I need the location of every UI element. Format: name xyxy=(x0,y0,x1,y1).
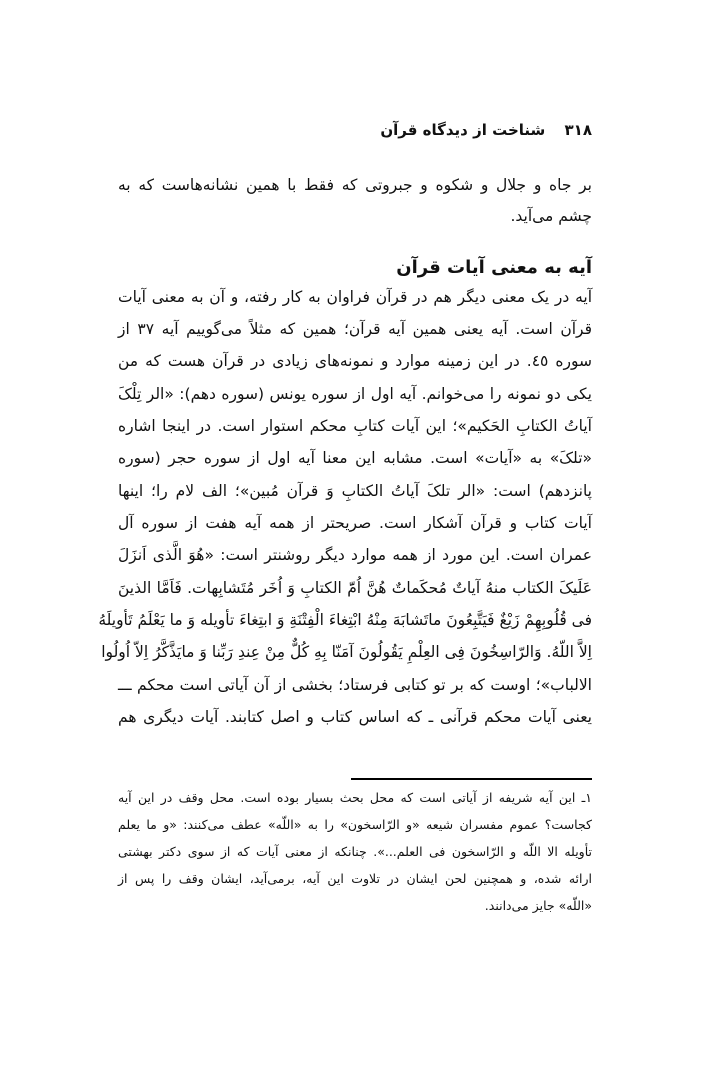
page-number: ۳۱۸ xyxy=(564,121,592,139)
footnote-line: ارائه شده، و همچنین لحن ایشان در تلاوت این آیه، برمی‌آید، ایشان وقف را پس از xyxy=(118,871,592,886)
footnote-line: «اللّه» جایز می‌دانند. xyxy=(484,898,592,913)
body-line: آیات کتاب و قرآن آشکار است. صریحتر از همه آیه هفت از سوره آل xyxy=(118,514,592,532)
body-line: عَلَیکَ الکتاب منهُ آیاتٌ مُحکَماتٌ هُنَّ اُمّ‌َ الکتابِ وَ اُخَر مُتَشابِهات. فَاَمَّا الذینَ xyxy=(118,579,592,597)
body-line: یکی دو نمونه را می‌خوانم. آیه اول از سوره یونس (سوره دهم): «الر تِلْکَ xyxy=(118,385,592,403)
intro-line: چشم می‌آید. xyxy=(510,207,592,225)
body-line: آیه در یک معنی دیگر هم در قرآن فراوان به کار رفته، و آن به معنی آیات xyxy=(118,288,592,306)
body-line: قرآن است. آیه یعنی همین آیه قرآن؛ همین که مثلاً می‌گوییم آیه ۳۷ از xyxy=(118,320,593,338)
footnote-line: کجاست؟ عموم مفسران شیعه «و الرّاسخون» را به «اللّه» عطف می‌کنند: «و ما یعلم xyxy=(118,817,592,832)
body-line: فی قُلُوبِهِمْ زَیْغٌ فَیَتَّبِعُونَ ماتَشابَهَ مِنْهُ ابْتِغاءَ الْفِتْنَةِ وَ ابتِغاءَ تأویله وَ ما یَعْلَمُ تَأویلَهُ xyxy=(98,611,592,629)
section-heading: آیه به معنی آیات قرآن xyxy=(396,257,592,278)
body-line: «تلکَ» به «آیات» است. مشابه این معنا آیه اول از سوره حجر (سوره xyxy=(118,449,592,467)
body-line: یعنی آیات محکم قرآنی ـ که اساس کتاب و اصل کتابند. آیات دیگری هم xyxy=(118,708,592,726)
intro-line: بر جاه و جلال و شکوه و جبروتی که فقط با همین نشانه‌هاست که به xyxy=(118,176,592,194)
book-title: شناخت از دیدگاه قرآن xyxy=(380,121,546,139)
body-line: الالباب»؛ اوست که بر تو کتابی فرستاد؛ بخشی از آن آیاتی است محکم ـــ xyxy=(118,676,592,694)
running-head xyxy=(380,121,592,139)
footnote-line: ۱ـ این آیه شریفه از آیاتی است که محل بحث بسیار بوده است. محل وقف در این آیه xyxy=(118,790,592,805)
body-line: عمران است. این مورد از همه موارد دیگر روشنتر است: «هُوَ الَّذی اَنزَلَ xyxy=(118,546,592,564)
footnote-line: تأویله الا اللّه و الرّاسخون فی العلم...». چنانکه از معنی آیات که از سوی دکتر بهشتی xyxy=(118,844,592,859)
body-line: سوره ٤٥. در این زمینه موارد و نمونه‌های زیادی در قرآن هست که من xyxy=(118,352,592,370)
body-line: آیاتُ الکتابِ الحَکیم»؛ این آیات کتابِ محکم استوار است. در اینجا اشاره xyxy=(118,417,592,435)
body-line: پانزدهم) است: «الر تلکَ آیاتُ الکتابِ وَ قرآن مُبین»؛ الف لام را؛ اینها xyxy=(118,482,592,500)
footnote-rule xyxy=(351,778,592,780)
body-line: اِلاَّ اللّهُ. وَالرّاسِخُونَ فِی العِلْمِ یَقُولُونَ آمَنّا بِهِ کُلٌّ مِنْ عِندِ رَبِّنا وَ مایَذَّکَّرُ اِلاّ اُولُوا xyxy=(101,643,592,661)
